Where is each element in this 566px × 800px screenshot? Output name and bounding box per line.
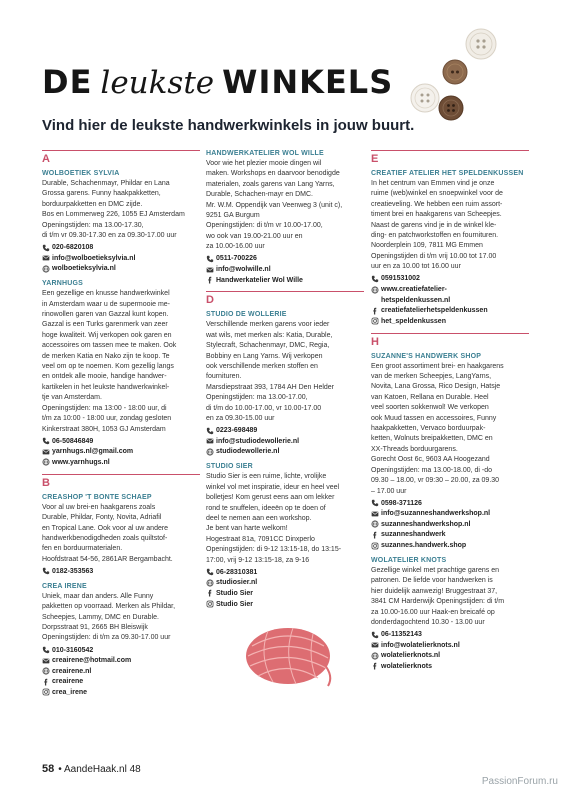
description-line: Gazzal is een Turks garenmerk van zeer	[42, 321, 168, 329]
web-icon	[206, 579, 216, 587]
contact-row	[42, 447, 200, 458]
instagram-icon	[206, 600, 216, 608]
contact-row	[206, 567, 364, 578]
watermark: PassionForum.ru	[481, 776, 558, 787]
mail-icon	[371, 641, 381, 649]
web-icon	[42, 667, 52, 675]
shop-description	[371, 362, 529, 497]
description-line: Hogestraat 81a, 7091CC Dinxperlo	[206, 535, 315, 543]
phone-icon	[42, 244, 52, 252]
description-line: van Katoen, Rellana en Durable. Heel	[371, 393, 489, 401]
contact-link[interactable]: hetspeldenkussen.nl	[381, 296, 451, 304]
description-line: veel om op te noemen. Kom gezellig langs	[42, 363, 174, 371]
description-line: wo ook van 19.00-21.00 uur en	[206, 232, 303, 240]
description-line: Studio Sier is een ruime, lichte, vrolijke	[206, 473, 327, 481]
phone-icon	[206, 568, 216, 576]
contact-row	[42, 677, 200, 688]
contact-row	[371, 651, 529, 662]
description-line: en Tropical Lane. Ook voor al uw andere	[42, 524, 169, 532]
description-line: Novita, Lana Grossa, Rico Design, Hatsje	[371, 383, 501, 391]
facebook-icon	[371, 662, 381, 670]
description-line: za 10.00-16.00 uur	[206, 243, 265, 251]
description-line: Gorecht Oost 6c, 9603 AA Hoogezand	[371, 456, 490, 464]
shop-entry	[42, 280, 200, 467]
description-line: di t/m vr 09.30-17.30 en za 09.30-17.00 uur	[42, 232, 177, 240]
contact-link[interactable]: creairene	[52, 678, 84, 686]
description-line: in Amsterdam waar u de supermooie me-	[42, 300, 170, 308]
mail-icon	[206, 437, 216, 445]
contact-link[interactable]: Handwerkatelier Wol Wille	[216, 276, 303, 284]
description-line: Openingstijden: di t/m vr 10.00-17.00,	[206, 222, 323, 230]
description-line: bolletjes! Kom gerust eens aan om lekker	[206, 494, 335, 502]
description-line: Een groot assortiment brei- en haakgarens	[371, 362, 504, 370]
phone-icon	[371, 499, 381, 507]
shop-entry	[206, 311, 364, 457]
page-number: 58	[42, 763, 55, 775]
description-line: Naast de garens vind je in de winkel kle-	[371, 221, 497, 229]
contact-row	[371, 305, 529, 316]
contact-link[interactable]: Studio Sier	[216, 589, 253, 597]
description-line: kartikelen in het leukste handwerkwinkel-	[42, 383, 170, 391]
contact-row	[206, 275, 364, 286]
contact-phone: 0591531002	[381, 275, 420, 283]
description-line: borduurpakketten en DMC zijde.	[42, 200, 143, 208]
description-line: Verschillende merken garens voor ieder	[206, 321, 330, 329]
contact-row	[371, 530, 529, 541]
description-line: – 17.00 uur	[371, 487, 407, 495]
description-line: fen en borduurmaterialen.	[42, 545, 123, 553]
description-line: Durable, Schachenmayr, Phildar en Lana	[42, 180, 170, 187]
description-line: ook verschillende merken stoffen en	[206, 363, 318, 371]
description-line: Openingstijden: di t/m za 09.30-17.00 uur	[42, 634, 171, 642]
description-line: Stylecraft, Schachenmayr, DMC, Regia,	[206, 342, 330, 350]
contact-link[interactable]: crea_irene	[52, 688, 88, 696]
contact-link[interactable]: www.yarnhugs.nl	[52, 458, 110, 466]
contact-phone: 010-3160542	[52, 646, 94, 654]
description-line: handwerkbenodigdheden zoals quiltstof-	[42, 534, 168, 542]
contact-row	[371, 640, 529, 651]
description-line: rond te snuffelen, ideeën op te doen of	[206, 504, 326, 512]
contact-link[interactable]: suzanneshandwerkshop.nl	[381, 520, 471, 528]
shop-description	[42, 503, 200, 565]
description-line: hier duidelijk aanwezig! Bruggestraat 37,	[371, 587, 498, 595]
mail-icon	[42, 254, 52, 262]
shop-entry	[42, 583, 200, 698]
description-line: Gezellige winkel met prachtige garens en	[371, 566, 500, 574]
description-line: Openingstijden: ma 13:00 - 18:00 uur, di	[42, 404, 167, 412]
contact-link[interactable]: studiodewollerie.nl	[216, 448, 280, 456]
contact-row	[206, 588, 364, 599]
phone-icon	[42, 646, 52, 654]
shop-entry	[371, 353, 529, 551]
title-part-2: WINKELS	[222, 63, 394, 101]
shop-entry	[371, 170, 529, 327]
facebook-icon	[206, 276, 216, 284]
description-line: Een gezellige en knusse handwerkwinkel	[42, 290, 170, 298]
instagram-icon	[42, 688, 52, 696]
phone-icon	[42, 567, 52, 575]
description-line: Durable, Schachen-mayr en DMC.	[206, 191, 313, 199]
contact-phone: 06-50846849	[52, 437, 94, 445]
contact-list	[206, 426, 364, 458]
web-icon	[42, 265, 52, 273]
contact-row	[206, 264, 364, 275]
description-line: veel soorten sokkenwol! We verkopen	[371, 404, 489, 412]
description-line: Scheepjes, Lammy, DMC en Durable.	[42, 613, 159, 621]
description-line: Bos en Lommerweg 226, 1055 EJ Amsterdam	[42, 211, 185, 219]
shop-entry	[206, 463, 364, 609]
contact-link[interactable]: wolboetieksylvia.nl	[52, 265, 116, 273]
shop-description	[42, 179, 200, 241]
description-line: accessoires om tassen mee te maken. Ook	[42, 342, 177, 350]
description-line: maken. Workshops en daarvoor benodigde	[206, 170, 340, 178]
contact-row	[371, 274, 529, 285]
shop-entry	[42, 494, 200, 577]
contact-link[interactable]: info@wolatelierknots.nl	[381, 641, 460, 649]
contact-link[interactable]: info@studiodewollerie.nl	[216, 437, 300, 445]
contact-row	[42, 566, 200, 577]
description-line: Durable, Phildar, Fonty, Novita, Adriafil	[42, 514, 162, 522]
contact-phone: 0598-371126	[381, 499, 422, 507]
shop-name: YARNHUGS	[42, 280, 84, 288]
description-line: deel te nemen aan een workshop.	[206, 514, 312, 522]
web-icon	[371, 286, 381, 294]
shop-description	[42, 592, 200, 644]
contact-link[interactable]: wolatelierknots.nl	[381, 652, 441, 660]
contact-row	[371, 316, 529, 327]
description-line: winkel vol met inspiratie, ideur en heel veel	[206, 483, 340, 491]
description-line: Je bent van harte welkom!	[206, 525, 288, 533]
description-line: 3841 CM Harderwijk Openingstijden: di t/m	[371, 598, 505, 606]
contact-phone: 06-28310381	[216, 568, 258, 576]
description-line: Openingstijden: ma 13.00-17.30,	[42, 221, 144, 229]
shop-entry	[206, 150, 364, 285]
web-icon	[206, 448, 216, 456]
phone-icon	[371, 631, 381, 639]
mail-icon	[206, 266, 216, 274]
phone-icon	[42, 437, 52, 445]
shop-description	[42, 289, 200, 435]
facebook-icon	[206, 589, 216, 597]
description-line: en za 09.30-15.00 uur	[206, 415, 275, 423]
contact-row	[371, 629, 529, 640]
contact-link[interactable]: creairene@hotmail.com	[52, 657, 132, 665]
description-line: Openingstijden: ma 13.00-17.00,	[206, 394, 308, 402]
shop-entry	[371, 557, 529, 672]
contact-row	[42, 436, 200, 447]
contact-row	[42, 242, 200, 253]
contact-link[interactable]: creatiefatelierhetspeldenkussen	[381, 307, 488, 315]
facebook-icon	[42, 678, 52, 686]
description-line: Openingstijden: ma 13.00-18.00, di -do	[371, 466, 493, 474]
description-line: ook Muud tassen en accessoires, Funny	[371, 414, 497, 422]
shop-name: STUDIO DE WOLLERIE	[206, 311, 287, 319]
section-letter: E	[371, 150, 529, 167]
contact-list	[371, 498, 529, 551]
shop-entry	[42, 170, 200, 274]
shop-description	[371, 566, 529, 628]
shop-name: CREATIEF ATELIER HET SPELDENKUSSEN	[371, 170, 524, 177]
instagram-icon	[371, 317, 381, 325]
mail-icon	[42, 657, 52, 665]
shop-name: SUZANNE'S HANDWERK SHOP	[371, 352, 482, 360]
description-line: creatieveling. We hebben een ruim assort-	[371, 200, 503, 208]
contact-list	[371, 629, 529, 671]
phone-icon	[206, 427, 216, 435]
mail-icon	[42, 448, 52, 456]
description-line: Grossa garens. Funny haakpakketten,	[42, 190, 161, 198]
contact-row	[371, 284, 529, 295]
contact-link[interactable]: info@wolwille.nl	[216, 266, 271, 274]
description-line: haakpakketten, Vervaco borduurpak-	[371, 425, 486, 433]
mail-icon	[371, 510, 381, 518]
description-line: patronen. De liefde voor handwerken is	[371, 577, 493, 585]
shop-description	[206, 159, 364, 253]
contact-row	[42, 687, 200, 698]
contact-row	[371, 661, 529, 672]
shop-name: STUDIO SIER	[206, 463, 253, 471]
facebook-icon	[371, 307, 381, 315]
section-letter: H	[371, 333, 529, 350]
contact-link[interactable]: info@wolboetieksylvia.nl	[52, 254, 136, 262]
description-line: Marsdiepstraat 393, 1784 AH Den Helder	[206, 383, 335, 391]
contact-link[interactable]: suzannes.handwerk.shop	[381, 542, 467, 550]
contact-phone: 020-6820108	[52, 244, 94, 252]
contact-link[interactable]: creairene.nl	[52, 667, 92, 675]
column-1	[42, 150, 200, 704]
contact-row	[371, 295, 529, 306]
web-icon	[371, 652, 381, 660]
contact-row	[42, 264, 200, 275]
magazine-name: • AandeHaak.nl 48	[58, 764, 141, 775]
contact-row	[371, 519, 529, 530]
contact-link[interactable]: het_speldenkussen	[381, 317, 446, 325]
description-line: ketten, Wolnuts breipakketten, DMC en	[371, 435, 493, 443]
description-line: t/m za 10:00 - 18:00 uur, zondag gesloten	[42, 415, 172, 423]
description-line: materialen, zoals garens van Lang Yarns,	[206, 180, 335, 188]
shop-name: HANDWERKATELIER WOL WILLE	[206, 150, 324, 157]
description-line: 9251 GA Burgum	[206, 212, 260, 220]
page-subtitle: Vind hier de leukste handwerkwinkels in jouw buurt.	[42, 117, 415, 134]
contact-row	[206, 254, 364, 265]
description-line: Mr. W.M. Oppendijk van Veenweg 3 (unit c),	[206, 201, 343, 209]
description-line: di t/m do 10.00-17.00, vr 10.00-17.00	[206, 404, 322, 412]
description-line: pakketten op voorraad. Merken als Phildar,	[42, 603, 176, 611]
web-icon	[42, 458, 52, 466]
description-line: fournituren.	[206, 373, 242, 381]
contact-link[interactable]: yarnhugs.nl@gmail.com	[52, 448, 134, 456]
shop-description	[206, 472, 364, 566]
contact-list	[371, 274, 529, 327]
column-2	[206, 150, 364, 615]
title-part-1: DE	[42, 63, 93, 101]
contact-phone: 06-11352143	[381, 631, 422, 639]
description-line: In het centrum van Emmen vind je onze	[371, 180, 495, 187]
description-line: Voor al uw brei-en haakgarens zoals	[42, 503, 156, 511]
contact-row	[42, 645, 200, 656]
contact-row	[206, 599, 364, 610]
description-line: XX-Threads borduurgarens.	[371, 445, 458, 453]
description-line: 09.30 – 18.00, vr 09:30 – 20.00, za 09.30	[371, 477, 500, 485]
section-letter: A	[42, 150, 200, 167]
contact-row	[42, 457, 200, 468]
description-line: wat wils, met merken als: Katia, Durable,	[206, 331, 333, 339]
yarn-ball-illustration	[238, 616, 338, 691]
description-line: Bobbiny en Lang Yarns. Wij verkopen	[206, 352, 323, 360]
description-line: za 10.00-16.00 uur Haak-en breicafé op	[371, 608, 495, 616]
contact-row	[206, 436, 364, 447]
description-line: timent brei en haakgarens van Scheepjes.	[371, 211, 502, 219]
description-line: Voor wie het plezier mooie dingen wil	[206, 160, 322, 167]
contact-phone: 0223-698489	[216, 427, 258, 435]
web-icon	[371, 520, 381, 528]
contact-row	[42, 666, 200, 677]
description-line: Kinkerstraat 380H, 1053 GJ Amsterdam	[42, 425, 166, 433]
contact-row	[371, 540, 529, 551]
description-line: Hoofdstraat 54-56, 2861AR Bergambacht.	[42, 555, 173, 563]
description-line: Uniek, maar dan anders. Alle Funny	[42, 592, 154, 600]
phone-icon	[371, 275, 381, 283]
contact-link[interactable]: studiosier.nl	[216, 579, 258, 587]
description-line: van de merken Scheepjes, LangYarns,	[371, 373, 492, 381]
facebook-icon	[371, 531, 381, 539]
contact-link[interactable]: info@suzanneshandwerkshop.nl	[381, 510, 491, 518]
contact-row	[206, 426, 364, 437]
contact-list	[206, 567, 364, 609]
description-line: donderdagochtend 10.30 - 13.00 uur	[371, 618, 485, 626]
page-title	[42, 62, 393, 103]
shop-name: CREA IRENE	[42, 582, 87, 590]
contact-phone: 0182-353563	[52, 567, 94, 575]
contact-row	[206, 578, 364, 589]
description-line: tje van Amsterdam.	[42, 394, 102, 402]
contact-list	[42, 566, 200, 577]
column-3	[371, 150, 529, 678]
shop-name: WOLBOETIEK SYLVIA	[42, 170, 120, 177]
shop-description	[371, 179, 529, 273]
contact-link[interactable]: www.creatiefatelier-	[381, 286, 447, 294]
description-line: uur en za 10.00 tot 16.00 uur	[371, 263, 461, 271]
description-line: ruime (web)winkel en snoepwinkel voor de	[371, 190, 503, 198]
contact-row	[371, 498, 529, 509]
contact-row	[42, 655, 200, 666]
contact-list	[206, 254, 364, 286]
description-line: Openingstijden di t/m vrij 10.00 tot 17.00	[371, 252, 497, 260]
contact-link[interactable]: suzanneshandwerk	[381, 531, 446, 539]
contact-list	[42, 242, 200, 274]
description-line: 17:00, vrij 9-12 13:15-18, za 9-16	[206, 556, 310, 564]
shop-description	[206, 320, 364, 424]
description-line: ding- en patchworkstoffen en fournituren.	[371, 232, 499, 240]
description-line: rinowollen garen van Gazzal kunt kopen.	[42, 311, 169, 319]
contact-link[interactable]: wolatelierknots	[381, 662, 432, 670]
contact-row	[371, 509, 529, 520]
title-script-word: leukste	[100, 65, 215, 101]
contact-list	[42, 645, 200, 698]
description-line: en ontdek alle mooie, handige handwer-	[42, 373, 167, 381]
contact-list	[42, 436, 200, 468]
contact-phone: 0511-700226	[216, 255, 257, 263]
description-line: Dorpsstraat 91, 2665 BH Bleiswijk	[42, 623, 148, 631]
contact-row	[42, 253, 200, 264]
shop-name: WOLATELIER KNOTS	[371, 556, 447, 564]
section-letter: B	[42, 474, 200, 491]
description-line: Openingstijden: di 9-12 13:15-18, do 13:15-	[206, 546, 342, 554]
contact-link[interactable]: Studio Sier	[216, 600, 253, 608]
phone-icon	[206, 255, 216, 263]
description-line: Noorderplein 109, 7811 MG Emmen	[371, 242, 483, 250]
description-line: de merken Katia en Nako zijn te koop. Te	[42, 352, 170, 360]
page-footer	[42, 763, 141, 775]
shop-name: CREASHOP 'T BONTE SCHAEP	[42, 493, 152, 501]
contact-row	[206, 447, 364, 458]
buttons-illustration	[395, 24, 515, 124]
section-letter: D	[206, 291, 364, 308]
instagram-icon	[371, 542, 381, 550]
description-line: hoge kwaliteit. Wij verkopen ook garen en	[42, 331, 172, 339]
